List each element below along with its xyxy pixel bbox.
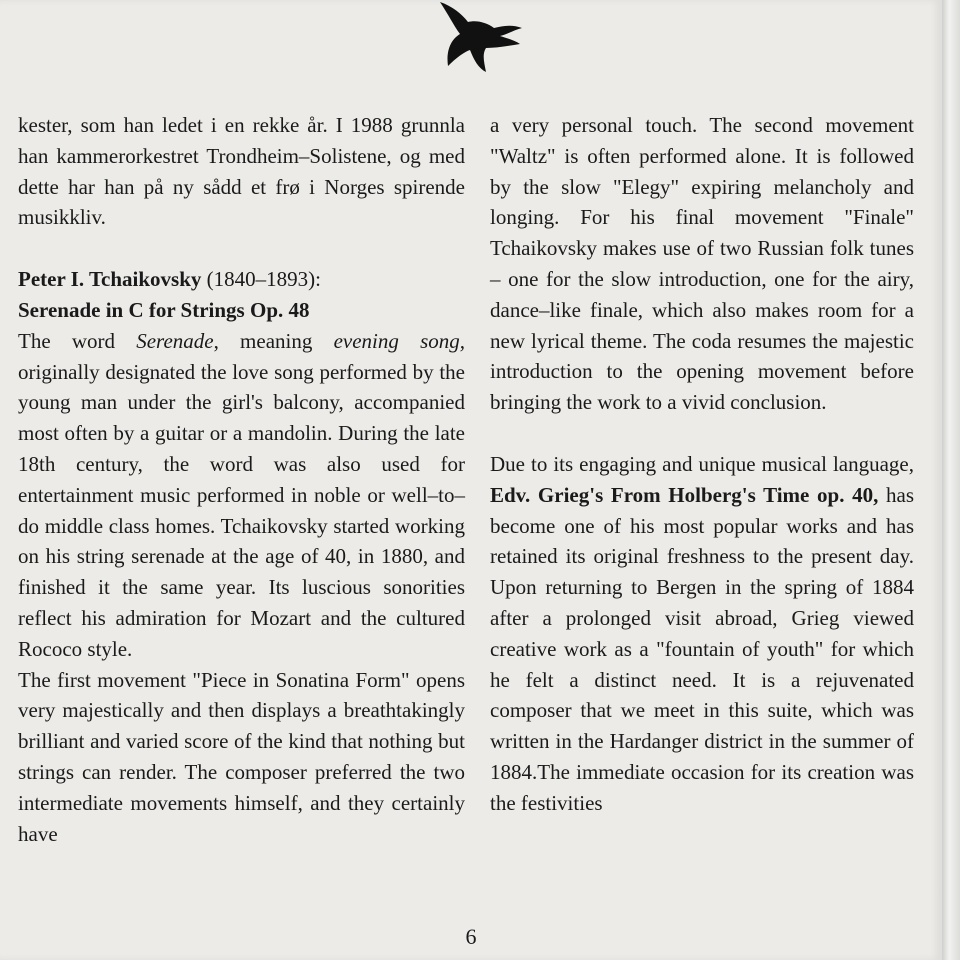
composer-years: (1840–1893):	[206, 267, 321, 292]
composer-name: Peter I. Tchaikovsky	[18, 267, 202, 292]
left-column	[18, 110, 465, 849]
page-number: 6	[465, 924, 477, 949]
italic-serenade: Serenade	[136, 328, 214, 353]
grieg-work-title: Edv. Grieg's From Holberg's Time op. 40,	[490, 482, 879, 507]
paragraph-first-movement: The first movement "Piece in Sonatina Form" opens very majestically and then displays a breathtakingly brilliant and varied score of the kind that nothing but strings can render. The composer preferred the two intermediate movements himself, and they certainly have	[18, 667, 465, 846]
page-edge	[942, 0, 960, 960]
paragraph-norwegian: kester, som han ledet i en rekke år. I 1988 grunnla han kammerorkestret Trondheim–Solistene, og med dette har han på ny sådd et frø i Norges spirende musikkliv.	[18, 113, 465, 230]
work-title: Serenade in C for Strings Op. 48	[18, 297, 310, 322]
paragraph-grieg: Due to its engaging and unique musical language, Edv. Grieg's From Holberg's Time op. 40, has become one of his most popular works and has retained its original freshness to the present day. Upon returning to Bergen in the spring of 1884 after a prolonged visit abroad, Grieg viewed creative work as a "fountain of youth" for which he felt a distinct need. It is a rejuvenated composer that we meet in this suite, which was written in the Hardanger district in the summer of 1884.The immediate occasion for its creation was the festivities	[490, 451, 914, 815]
bird-silhouette-icon	[430, 0, 525, 75]
section-heading	[18, 264, 465, 295]
paragraph-serenade: The word Serenade, meaning evening song, originally designated the love song performed by the young man under the girl's balcony, accompanied most often by a guitar or a mandolin. During the late 18th century, the word was also used for entertainment music performed in noble or well–to–do middle class homes. Tchaikovsky started working on his string serenade at the age of 40, in 1880, and finished it the same year. Its luscious sonorities reflect his admiration for Mozart and the cultured Rococo style.	[18, 328, 466, 661]
paragraph-movements: a very personal touch. The second movement "Waltz" is often performed alone. It is followed by the slow "Elegy" expiring melancholy and longing. For his final movement "Finale" Tchaikovsky makes use of two Russian folk tunes – one for the slow introduction, one for the airy, dance–like finale, which also makes room for a new lyrical theme. The coda resumes the majestic introduction to the opening movement before bringing the work to a vivid conclusion.	[490, 113, 914, 415]
right-column	[490, 110, 914, 819]
italic-evening-song: evening song,	[333, 328, 466, 353]
